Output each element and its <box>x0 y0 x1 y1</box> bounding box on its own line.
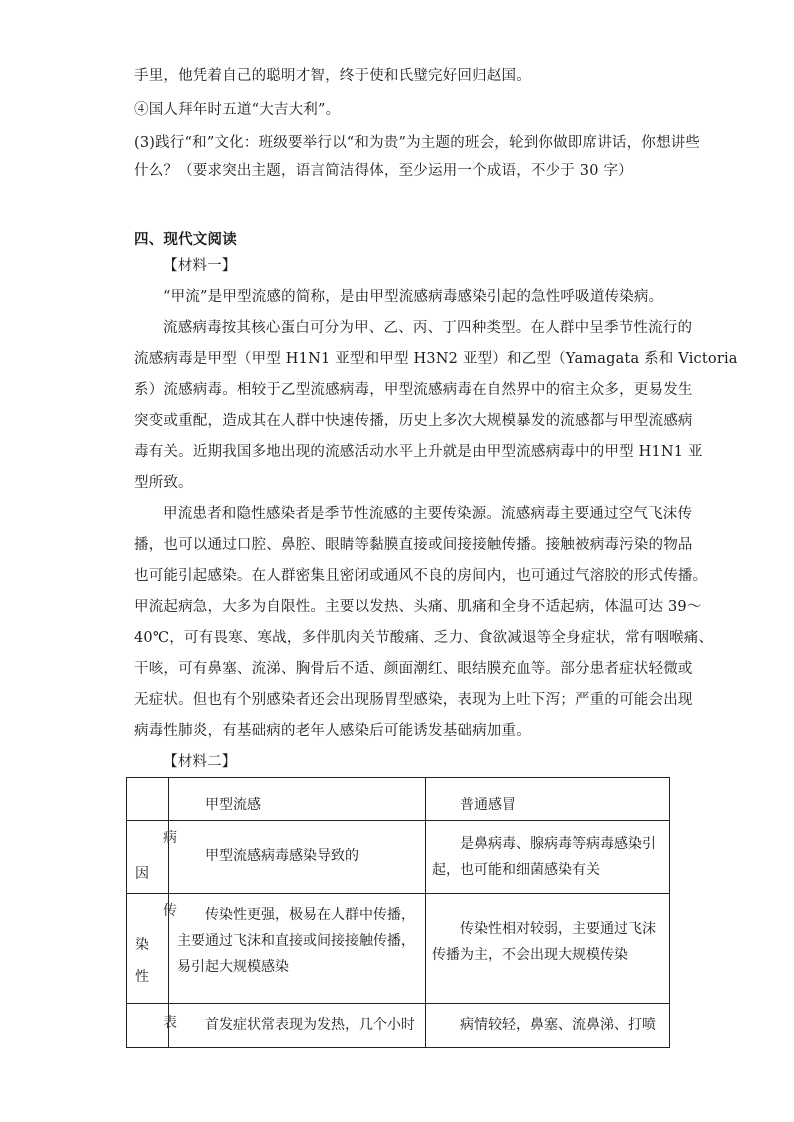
table-cell <box>426 1004 670 1048</box>
table-header-cell <box>127 778 169 821</box>
material-1-line: 毒有关。近期我国多地出现的流感活动水平上升就是由甲型流感病毒中的甲型 H1N1 亚 <box>134 444 703 460</box>
table-cell <box>169 1004 426 1048</box>
material-1-line: 流感病毒是甲型（甲型 H1N1 亚型和甲型 H3N2 亚型）和乙型（Yamagata 系和 Victoria <box>134 351 738 367</box>
table-header-cell: 普通感冒 <box>426 778 670 821</box>
material-1-line: 干咳，可有鼻塞、流涕、胸骨后不适、颜面潮红、眼结膜充血等。部分患者症状轻微或 <box>134 661 693 677</box>
row-label: 因 <box>135 866 149 882</box>
intro-line-1: 手里，他凭着自己的聪明才智，终于使和氏璧完好回归赵国。 <box>134 68 531 84</box>
material-1-line: 系）流感病毒。相较于乙型流感病毒，甲型流感病毒在自然界中的宿主众多，更易发生 <box>134 382 693 398</box>
table-cell <box>169 894 426 1004</box>
row-label-cell <box>127 821 177 894</box>
cell-line: 甲型流感病毒感染导致的 <box>205 848 359 864</box>
cell-line: 传染性更强，极易在人群中传播， <box>205 907 415 923</box>
cell-line: 病情较轻，鼻塞、流鼻涕、打喷 <box>460 1017 656 1033</box>
table-header-cell: 甲型流感 <box>169 778 426 821</box>
row-label: 性 <box>135 969 149 985</box>
cell-line: 起，也可能和细菌感染有关 <box>432 862 600 878</box>
material-1-line: 甲流患者和隐性感染者是季节性流感的主要传染源。流感病毒主要通过空气飞沫传 <box>163 506 693 522</box>
table-cell <box>426 894 670 1004</box>
row-label-fragment: 表 <box>163 1015 177 1031</box>
table-cell <box>169 821 426 894</box>
cell-line: 传染性相对较弱，主要通过飞沫 <box>460 921 656 937</box>
material-1-line: 无症状。但也有个别感染者还会出现肠胃型感染，表现为上吐下泻；严重的可能会出现 <box>134 692 693 708</box>
question-3-line-2: 什么？（要求突出主题，语言简洁得体，至少运用一个成语，不少于 30 字） <box>134 163 633 179</box>
material-1-line: 突变或重配，造成其在人群中快速传播，历史上多次大规模暴发的流感都与甲型流感病 <box>134 413 693 429</box>
material-1-line: “甲流”是甲型流感的简称，是由甲型流感病毒感染引起的急性呼吸道传染病。 <box>163 289 664 305</box>
row-label-fragment: 传 <box>163 903 177 919</box>
comparison-table <box>126 777 670 1048</box>
material-1-line: 型所致。 <box>134 475 193 491</box>
intro-line-2: ④国人拜年时五道“大吉大利”。 <box>134 102 341 118</box>
material-1-line: 播，也可以通过口腔、鼻腔、眼睛等黏膜直接或间接接触传播。接触被病毒污染的物品 <box>134 537 693 553</box>
cell-line: 主要通过飞沫和直接或间接接触传播， <box>177 933 415 949</box>
section-title: 四、现代文阅读 <box>134 232 237 248</box>
cell-line: 传播为主，不会出现大规模传染 <box>432 947 628 963</box>
table-cell <box>426 821 670 894</box>
material-1-label: 【材料一】 <box>163 258 237 274</box>
material-1-line: 甲流起病急，大多为自限性。主要以发热、头痛、肌痛和全身不适起病，体温可达 39～ <box>134 599 702 615</box>
material-1-line: 流感病毒按其核心蛋白可分为甲、乙、丙、丁四种类型。在人群中呈季节性流行的 <box>163 320 693 336</box>
table-header-row <box>127 778 670 821</box>
material-2-label: 【材料二】 <box>163 754 237 770</box>
cell-line: 首发症状常表现为发热，几个小时 <box>205 1017 415 1033</box>
question-3-line-1: (3)践行“和”文化：班级要举行以“和为贵”为主题的班会，轮到你做即席讲话，你想讲些 <box>134 135 701 151</box>
table-row <box>127 1004 670 1048</box>
material-1-line: 也可能引起感染。在人群密集且密闭或通风不良的房间内，也可通过气溶胶的形式传播。 <box>134 568 708 584</box>
row-label-cell <box>127 1004 177 1048</box>
row-label-cell <box>127 894 177 1004</box>
material-1-line: 40℃，可有畏寒、寒战，多伴肌肉关节酸痛、乏力、食欲减退等全身症状，常有咽喉痛、 <box>134 630 714 646</box>
row-label-fragment: 病 <box>163 830 177 846</box>
cell-line: 易引起大规模感染 <box>177 959 289 975</box>
material-1-line: 病毒性肺炎，有基础病的老年人感染后可能诱发基础病加重。 <box>134 723 531 739</box>
table-row <box>127 821 670 894</box>
table-row <box>127 894 670 1004</box>
row-label: 染 <box>135 937 149 953</box>
cell-line: 是鼻病毒、腺病毒等病毒感染引 <box>460 836 656 852</box>
